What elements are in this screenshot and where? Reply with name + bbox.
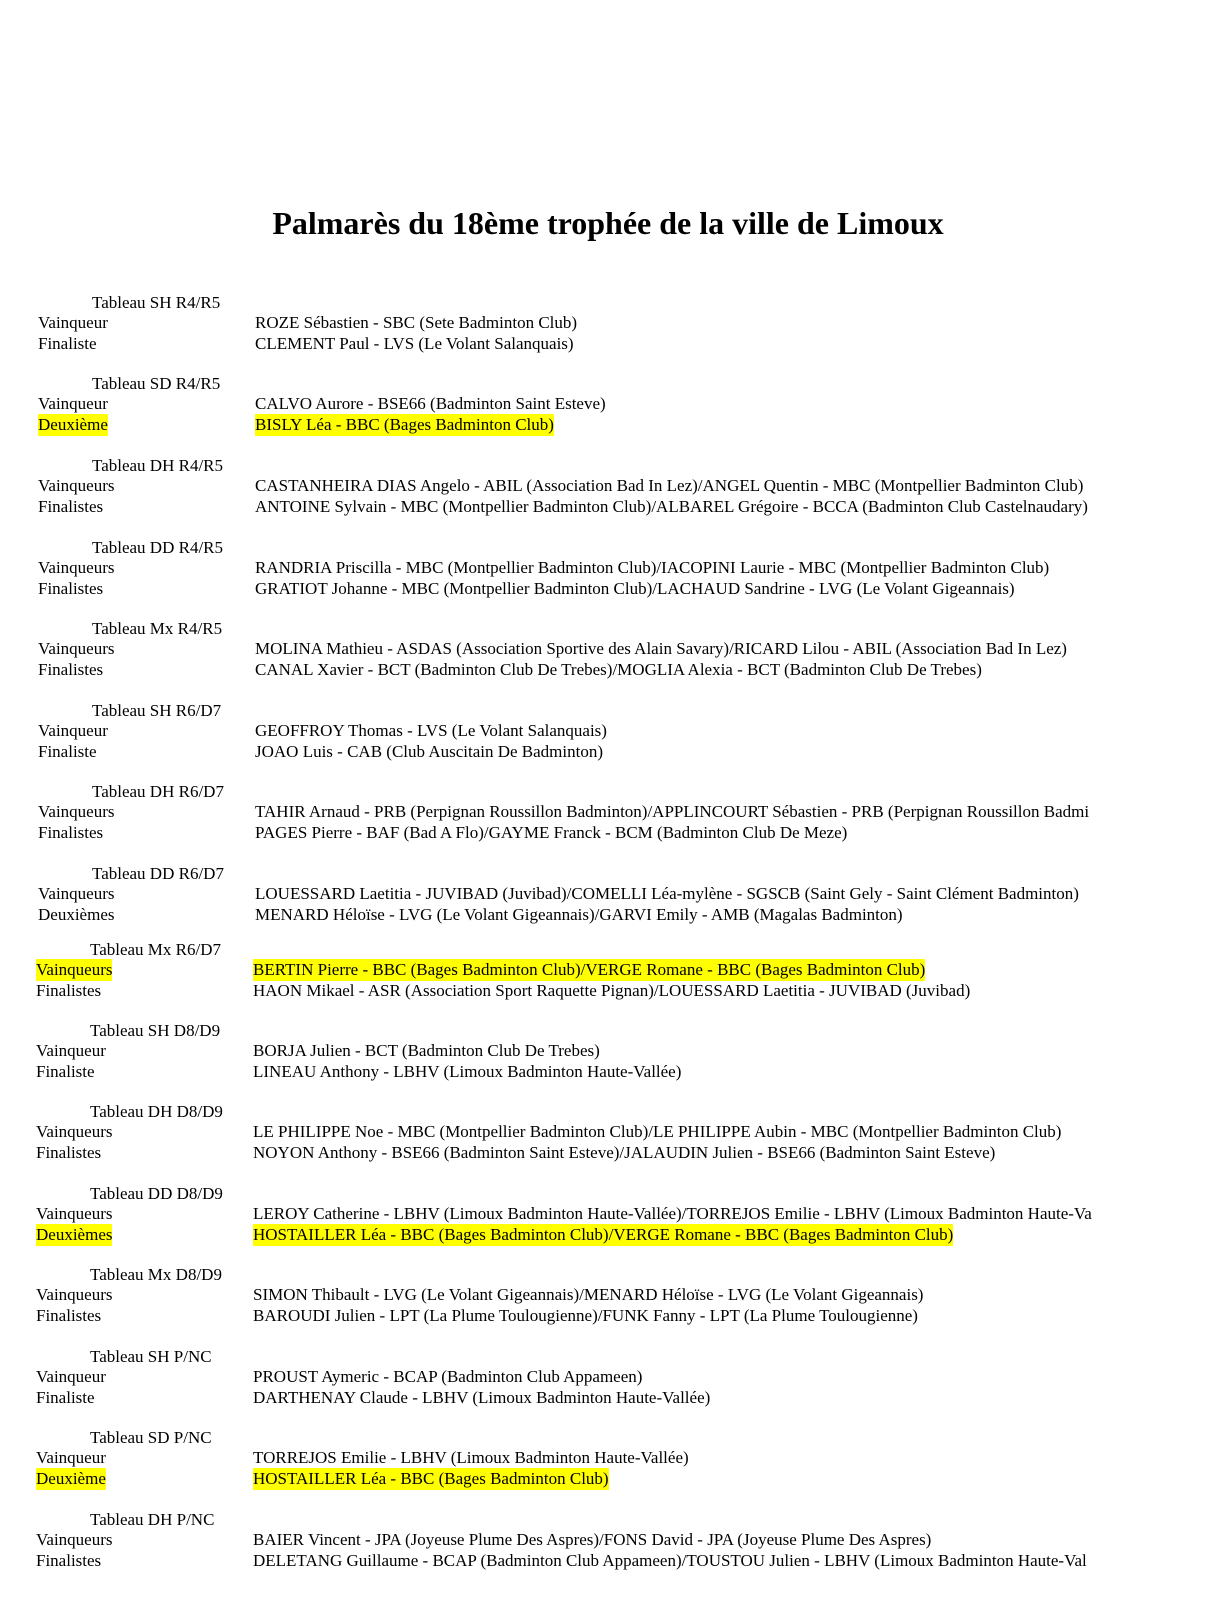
result-label: Vainqueurs [36,1285,113,1304]
result-label: Vainqueur [36,1041,106,1060]
result-row [0,1366,1216,1388]
result-label: Finalistes [38,823,104,842]
result-label: Vainqueurs [36,1204,113,1223]
result-label: Finalistes [36,1306,102,1325]
result-section [0,444,1216,524]
result-players: TAHIR Arnaud - PRB (Perpignan Roussillon Badminton)/APPLINCOURT Sébastien - PRB (Perpignan Roussillon Badmi [255,802,1090,821]
section-title: Tableau DD R6/D7 [92,864,224,883]
result-row [0,1061,1216,1083]
result-players: JOAO Luis - CAB (Club Auscitain De Badminton) [255,742,604,761]
result-row [0,659,1216,681]
result-players: PAGES Pierre - BAF (Bad A Flo)/GAYME Franck - BCM (Badminton Club De Meze) [255,823,848,842]
result-section [0,689,1216,769]
result-row [0,720,1216,742]
section-title: Tableau DH R4/R5 [92,456,224,475]
section-title: Tableau DD R4/R5 [92,538,224,557]
section-title: Tableau SD P/NC [90,1428,212,1447]
section-title: Tableau DD D8/D9 [90,1184,223,1203]
result-section [0,852,1216,932]
result-row [0,801,1216,823]
result-players: PROUST Aymeric - BCAP (Badminton Club Appameen) [253,1367,643,1386]
section-title: Tableau SH R6/D7 [92,701,222,720]
result-label: Deuxièmes [36,1225,113,1244]
result-label: Vainqueurs [38,558,115,577]
result-label: Vainqueurs [38,476,115,495]
result-label: Vainqueurs [36,960,113,979]
result-row [0,1040,1216,1062]
result-label: Deuxième [38,415,108,434]
result-players: ROZE Sébastien - SBC (Sete Badminton Club) [255,313,578,332]
result-section [0,1009,1216,1089]
result-section [0,770,1216,850]
result-row [0,1203,1216,1225]
result-players: ANTOINE Sylvain - MBC (Montpellier Badminton Club)/ALBAREL Grégoire - BCCA (Badminton Club Castelnaudary) [255,497,1088,516]
result-label: Finaliste [38,334,97,353]
section-title: Tableau DH D8/D9 [90,1102,223,1121]
result-row [0,1142,1216,1164]
result-players: DELETANG Guillaume - BCAP (Badminton Club Appameen)/TOUSTOU Julien - LBHV (Limoux Badminton Haute-Val [253,1551,1087,1570]
result-row [0,1224,1216,1246]
result-label: Vainqueurs [38,802,115,821]
result-players: MENARD Héloïse - LVG (Le Volant Gigeannais)/GARVI Emily - AMB (Magalas Badminton) [255,905,903,924]
result-row [0,475,1216,497]
result-players: NOYON Anthony - BSE66 (Badminton Saint Esteve)/JALAUDIN Julien - BSE66 (Badminton Saint Esteve) [253,1143,996,1162]
result-label: Finalistes [38,497,104,516]
result-row [0,1387,1216,1409]
result-players: LE PHILIPPE Noe - MBC (Montpellier Badminton Club)/LE PHILIPPE Aubin - MBC (Montpellier Badminton Club) [253,1122,1062,1141]
result-players: BORJA Julien - BCT (Badminton Club De Trebes) [253,1041,600,1060]
page-title: Palmarès du 18ème trophée de la ville de Limoux [272,205,944,241]
section-title: Tableau Mx R4/R5 [92,619,223,638]
result-players: LEROY Catherine - LBHV (Limoux Badminton Haute-Vallée)/TORREJOS Emilie - LBHV (Limoux Badminton Haute-Va [253,1204,1092,1223]
result-label: Finaliste [36,1388,95,1407]
result-row [0,1284,1216,1306]
result-players: BISLY Léa - BBC (Bages Badminton Club) [255,415,554,434]
result-label: Finaliste [36,1062,95,1081]
result-section [0,1090,1216,1170]
result-players: RANDRIA Priscilla - MBC (Montpellier Badminton Club)/IACOPINI Laurie - MBC (Montpellier Badminton Club) [255,558,1050,577]
result-row [0,980,1216,1002]
result-row [0,741,1216,763]
result-row [0,1121,1216,1143]
result-row [0,496,1216,518]
result-section [0,1416,1216,1496]
result-label: Vainqueur [38,313,108,332]
result-row [0,883,1216,905]
result-players: TORREJOS Emilie - LBHV (Limoux Badminton Haute-Vallée) [253,1448,689,1467]
result-row [0,1305,1216,1327]
result-row [0,393,1216,415]
result-players: CLEMENT Paul - LVS (Le Volant Salanquais) [255,334,574,353]
section-title: Tableau Mx D8/D9 [90,1265,222,1284]
result-label: Vainqueur [36,1367,106,1386]
result-label: Vainqueurs [36,1122,113,1141]
result-players: BERTIN Pierre - BBC (Bages Badminton Club)/VERGE Romane - BBC (Bages Badminton Club) [253,960,926,979]
result-players: DARTHENAY Claude - LBHV (Limoux Badminton Haute-Vallée) [253,1388,711,1407]
result-players: CALVO Aurore - BSE66 (Badminton Saint Esteve) [255,394,606,413]
result-players: BAROUDI Julien - LPT (La Plume Toulougienne)/FUNK Fanny - LPT (La Plume Toulougienne) [253,1306,918,1325]
result-label: Vainqueurs [38,639,115,658]
section-title: Tableau SH P/NC [90,1347,212,1366]
result-section [0,1498,1216,1578]
result-label: Finalistes [38,660,104,679]
result-label: Finaliste [38,742,97,761]
section-title: Tableau SH D8/D9 [90,1021,221,1040]
result-players: MOLINA Mathieu - ASDAS (Association Sportive des Alain Savary)/RICARD Lilou - ABIL (Association Bad In Lez) [255,639,1067,658]
section-title: Tableau SD R4/R5 [92,374,221,393]
section-title: Tableau DH P/NC [90,1510,215,1529]
result-row [0,1529,1216,1551]
result-row [0,333,1216,355]
result-label: Vainqueurs [36,1530,113,1549]
result-row [0,822,1216,844]
result-players: HOSTAILLER Léa - BBC (Bages Badminton Club) [253,1469,609,1488]
result-players: BAIER Vincent - JPA (Joyeuse Plume Des Aspres)/FONS David - JPA (Joyeuse Plume Des Aspres) [253,1530,932,1549]
result-section [0,362,1216,442]
result-section [0,281,1216,361]
result-label: Vainqueur [36,1448,106,1467]
result-players: HAON Mikael - ASR (Association Sport Raquette Pignan)/LOUESSARD Laetitia - JUVIBAD (Juvibad) [253,981,971,1000]
result-section [0,607,1216,687]
section-title: Tableau Mx R6/D7 [90,940,222,959]
result-row [0,312,1216,334]
result-players: CANAL Xavier - BCT (Badminton Club De Trebes)/MOGLIA Alexia - BCT (Badminton Club De Trebes) [255,660,982,679]
result-label: Finalistes [36,1143,102,1162]
result-section [0,1253,1216,1333]
result-label: Vainqueur [38,394,108,413]
result-row [0,414,1216,436]
result-row [0,904,1216,926]
result-label: Vainqueur [38,721,108,740]
result-row [0,959,1216,981]
result-section [0,1172,1216,1252]
result-row [0,1447,1216,1469]
result-row [0,578,1216,600]
result-players: HOSTAILLER Léa - BBC (Bages Badminton Club)/VERGE Romane - BBC (Bages Badminton Club) [253,1225,954,1244]
result-players: SIMON Thibault - LVG (Le Volant Gigeannais)/MENARD Héloïse - LVG (Le Volant Gigeannais) [253,1285,924,1304]
result-players: GRATIOT Johanne - MBC (Montpellier Badminton Club)/LACHAUD Sandrine - LVG (Le Volant Gigeannais) [255,579,1015,598]
result-row [0,557,1216,579]
result-label: Finalistes [36,981,102,1000]
result-row [0,638,1216,660]
result-players: LINEAU Anthony - LBHV (Limoux Badminton Haute-Vallée) [253,1062,682,1081]
result-label: Deuxièmes [38,905,115,924]
result-section [0,1335,1216,1415]
result-label: Finalistes [38,579,104,598]
result-players: GEOFFROY Thomas - LVS (Le Volant Salanquais) [255,721,607,740]
result-label: Deuxième [36,1469,106,1488]
section-title: Tableau DH R6/D7 [92,782,224,801]
result-label: Finalistes [36,1551,102,1570]
result-section [0,928,1216,1008]
section-title: Tableau SH R4/R5 [92,293,221,312]
result-row [0,1550,1216,1572]
result-section [0,526,1216,606]
result-players: CASTANHEIRA DIAS Angelo - ABIL (Association Bad In Lez)/ANGEL Quentin - MBC (Montpellier Badminton Club) [255,476,1084,495]
result-label: Vainqueurs [38,884,115,903]
result-players: LOUESSARD Laetitia - JUVIBAD (Juvibad)/COMELLI Léa-mylène - SGSCB (Saint Gely - Saint Clément Badminton) [255,884,1079,903]
result-row [0,1468,1216,1490]
